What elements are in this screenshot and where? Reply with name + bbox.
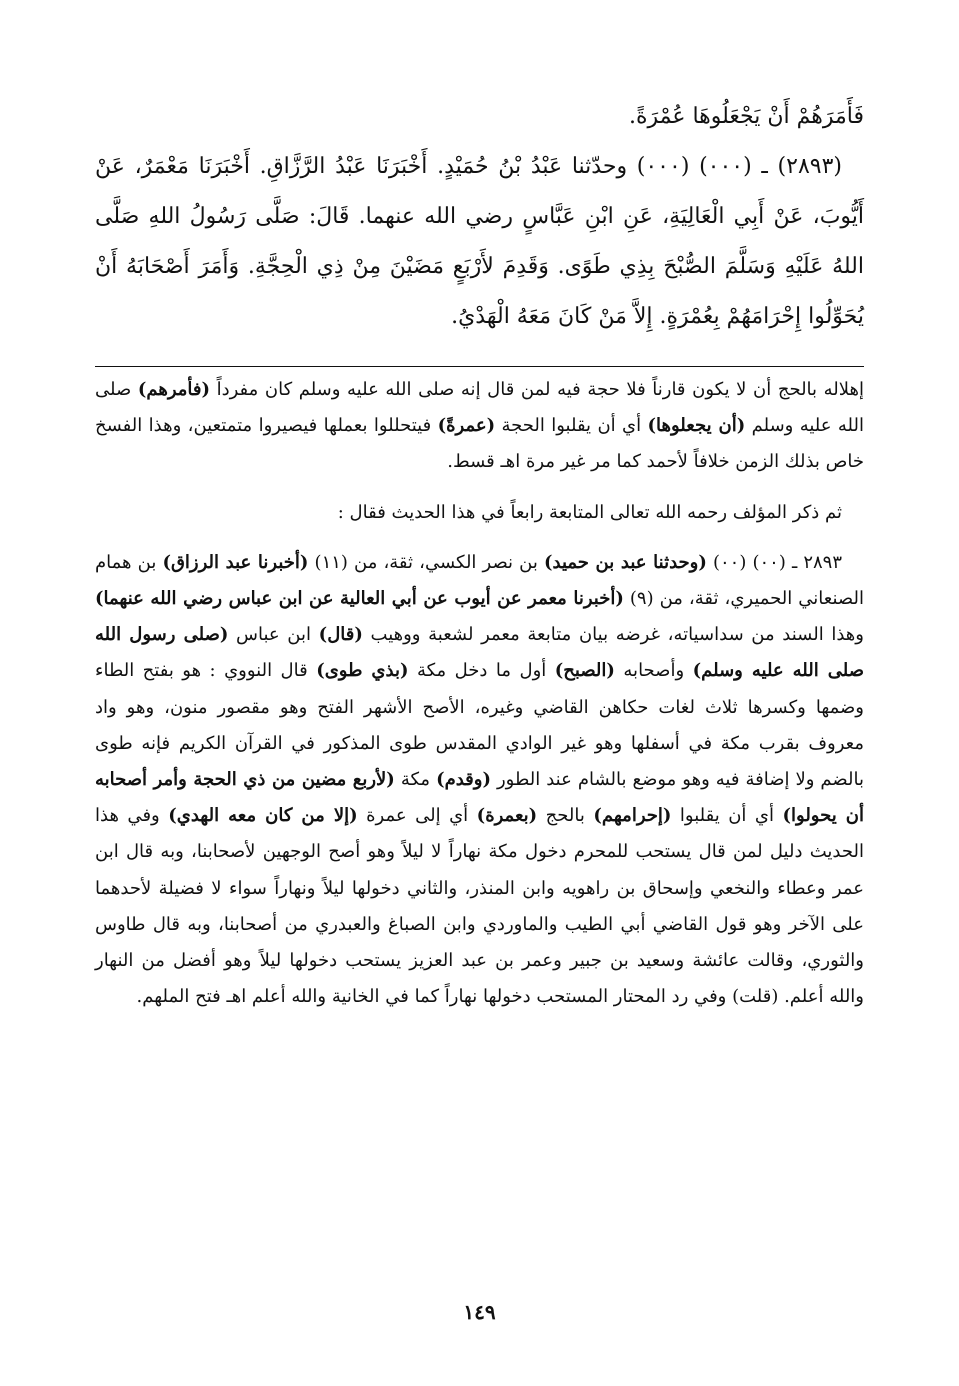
commentary-text: بن نصر الكسي، ثقة، من (١١) xyxy=(308,551,544,573)
commentary-text: أي إلى عمرة xyxy=(357,805,477,827)
commentary-text: مكة xyxy=(394,769,437,791)
commentary-text: أي أن يقلبوا الحجة xyxy=(495,415,648,437)
commentary-text: فيتحللوا بعملها فيصيروا متمتعين، وهذا الفسخ خاص بذلك الزمن خلافاً لأحمد كما مر غير مرة اهـ قسط. xyxy=(95,415,864,473)
bold-quoted-text: (صلى رسول الله صلى الله عليه وسلم) xyxy=(95,624,865,682)
hadith-closing-line: فَأَمَرَهُمْ أَنْ يَجْعَلُوهَا عُمْرَةً. xyxy=(628,104,864,129)
commentary-text: قال النووي : هو بفتح الطاء وضمها وكسرها ثلاث لغات حكاهن القاضي وغيره، الأصح الأشهر الفتح وهو مقصور منون، وهو واد معروف بقرب مكة في أسفلها وهو غير الوادي المقدس طوى المذكور في القرآن الكريم فإنه طوى بالضم ولا إضافة فيه وهو موضع بالشام عند الطور xyxy=(95,660,865,791)
footnote-divider xyxy=(95,366,864,367)
hadith-2893-text: (٢٨٩٣) ـ (٠٠٠) (٠٠٠) وحدّثنا عَبْدُ بْنُ حُمَيْدٍ. أَخْبَرَنَا عَبْدُ الرَّزَّاقِ. أَخْبَرَنَا مَعْمَرٌ، عَنْ أَيُّوبَ، عَنْ أَبِي الْعَالِيَةِ، عَنِ ابْنِ عَبَّاسٍ رضي الله عنهما. قَالَ: صَلَّى رَسُولُ اللهِ صَلَّى اللهُ عَلَيْهِ وَسَلَّمَ الصُّبْحَ بِذِي طَوًى. وَقَدِمَ لأَرْبَعٍ مَضَيْنَ مِنْ ذِي الْحِجَّةِ. وَأَمَرَ أَصْحَابَهُ أَنْ يُحَوِّلُوا إِحْرَامَهُمْ بِعُمْرَةٍ. إِلاَّ مَنْ كَانَ مَعَهُ الْهَدْيُ. xyxy=(95,154,864,329)
commentary-paragraph xyxy=(95,545,864,1016)
commentary-text: ٢٨٩٣ ـ (٠٠) (٠٠) xyxy=(706,551,842,573)
commentary-paragraph xyxy=(95,372,864,481)
commentary-text: ثم ذكر المؤلف رحمه الله تعالى المتابعة رابعاً في هذا الحديث فقال : xyxy=(337,501,842,523)
commentary-text: ابن عباس xyxy=(228,624,319,646)
bold-quoted-text: (أخبرنا عبد الرزاق) xyxy=(162,551,309,573)
bold-quoted-text: (عمرةً) xyxy=(437,415,496,437)
bold-quoted-text: (وحدثنا عبد بن حميد) xyxy=(543,551,707,573)
bold-quoted-text: (أن يجعلوها) xyxy=(647,415,746,437)
bold-quoted-text: (لأربع مضين من ذي الحجة وأمر أصحابه أن يحولوا) xyxy=(95,769,864,827)
hadith-text-block xyxy=(95,92,864,342)
commentary-text: أي أن يقلبوا xyxy=(671,805,783,827)
commentary-text: وهذا السند من سداسياته، غرضه بيان متابعة معمر لشعبة ووهيب xyxy=(362,624,864,646)
commentary-paragraph xyxy=(95,495,864,531)
bold-quoted-text: (إحرامهم) xyxy=(593,805,672,827)
bold-quoted-text: (وقدم) xyxy=(436,769,491,791)
bold-quoted-text: (قال) xyxy=(318,624,363,646)
bold-quoted-text: (فأمرهم) xyxy=(137,379,211,400)
commentary-text: إهلاله بالحج أن لا يكون قارناً فلا حجة فيه لمن قال إنه صلى الله عليه وسلم كان مفرداً xyxy=(210,379,864,400)
commentary-text: أول ما دخل مكة xyxy=(408,660,555,682)
commentary-text: صلى الله عليه وسلم xyxy=(95,379,864,437)
page-number: ١٤٩ xyxy=(463,1300,496,1324)
bold-quoted-text: (بعمرة) xyxy=(476,805,538,827)
commentary-text: بن همام الصنعاني الحميري، ثقة، من (٩) xyxy=(95,551,864,610)
bold-quoted-text: (الصبح) xyxy=(554,660,615,682)
commentary-block xyxy=(95,372,864,1015)
bold-quoted-text: (بذي طوى) xyxy=(316,660,409,682)
commentary-text: بالحج xyxy=(537,805,594,827)
commentary-text: وأصحابه xyxy=(614,660,693,682)
bold-quoted-text: (أخبرنا معمر عن أيوب عن أبي العالية عن ابن عباس رضي الله عنهما) xyxy=(95,588,624,610)
commentary-text: وفي هذا الحديث دليل لمن قال يستحب للمحرم دخول مكة نهاراً لا ليلاً وهو أصح الوجهين لأصحابنا، وبه قال ابن عمر وعطاء والنخعي وإسحاق بن راهويه وابن المنذر، والثاني دخولها ليلاً ونهاراً سواء لا فضيلة لأحدهما على الآخر وهو قول القاضي أبي الطيب والماوردي وابن الصباغ والعبدري من أصحابنا، وبه قال طاوس والثوري، وقالت عائشة وسعيد بن جبير وعمر بن عبد العزيز يستحب دخولها ليلاً وهو أفضل من النهار والله أعلم. (قلت) وفي رد المحتار المستحب دخولها نهاراً كما في الخانية والله أعلم اهـ فتح الملهم. xyxy=(95,805,864,1008)
bold-quoted-text: (إلا من كان معه الهدي) xyxy=(168,805,358,827)
